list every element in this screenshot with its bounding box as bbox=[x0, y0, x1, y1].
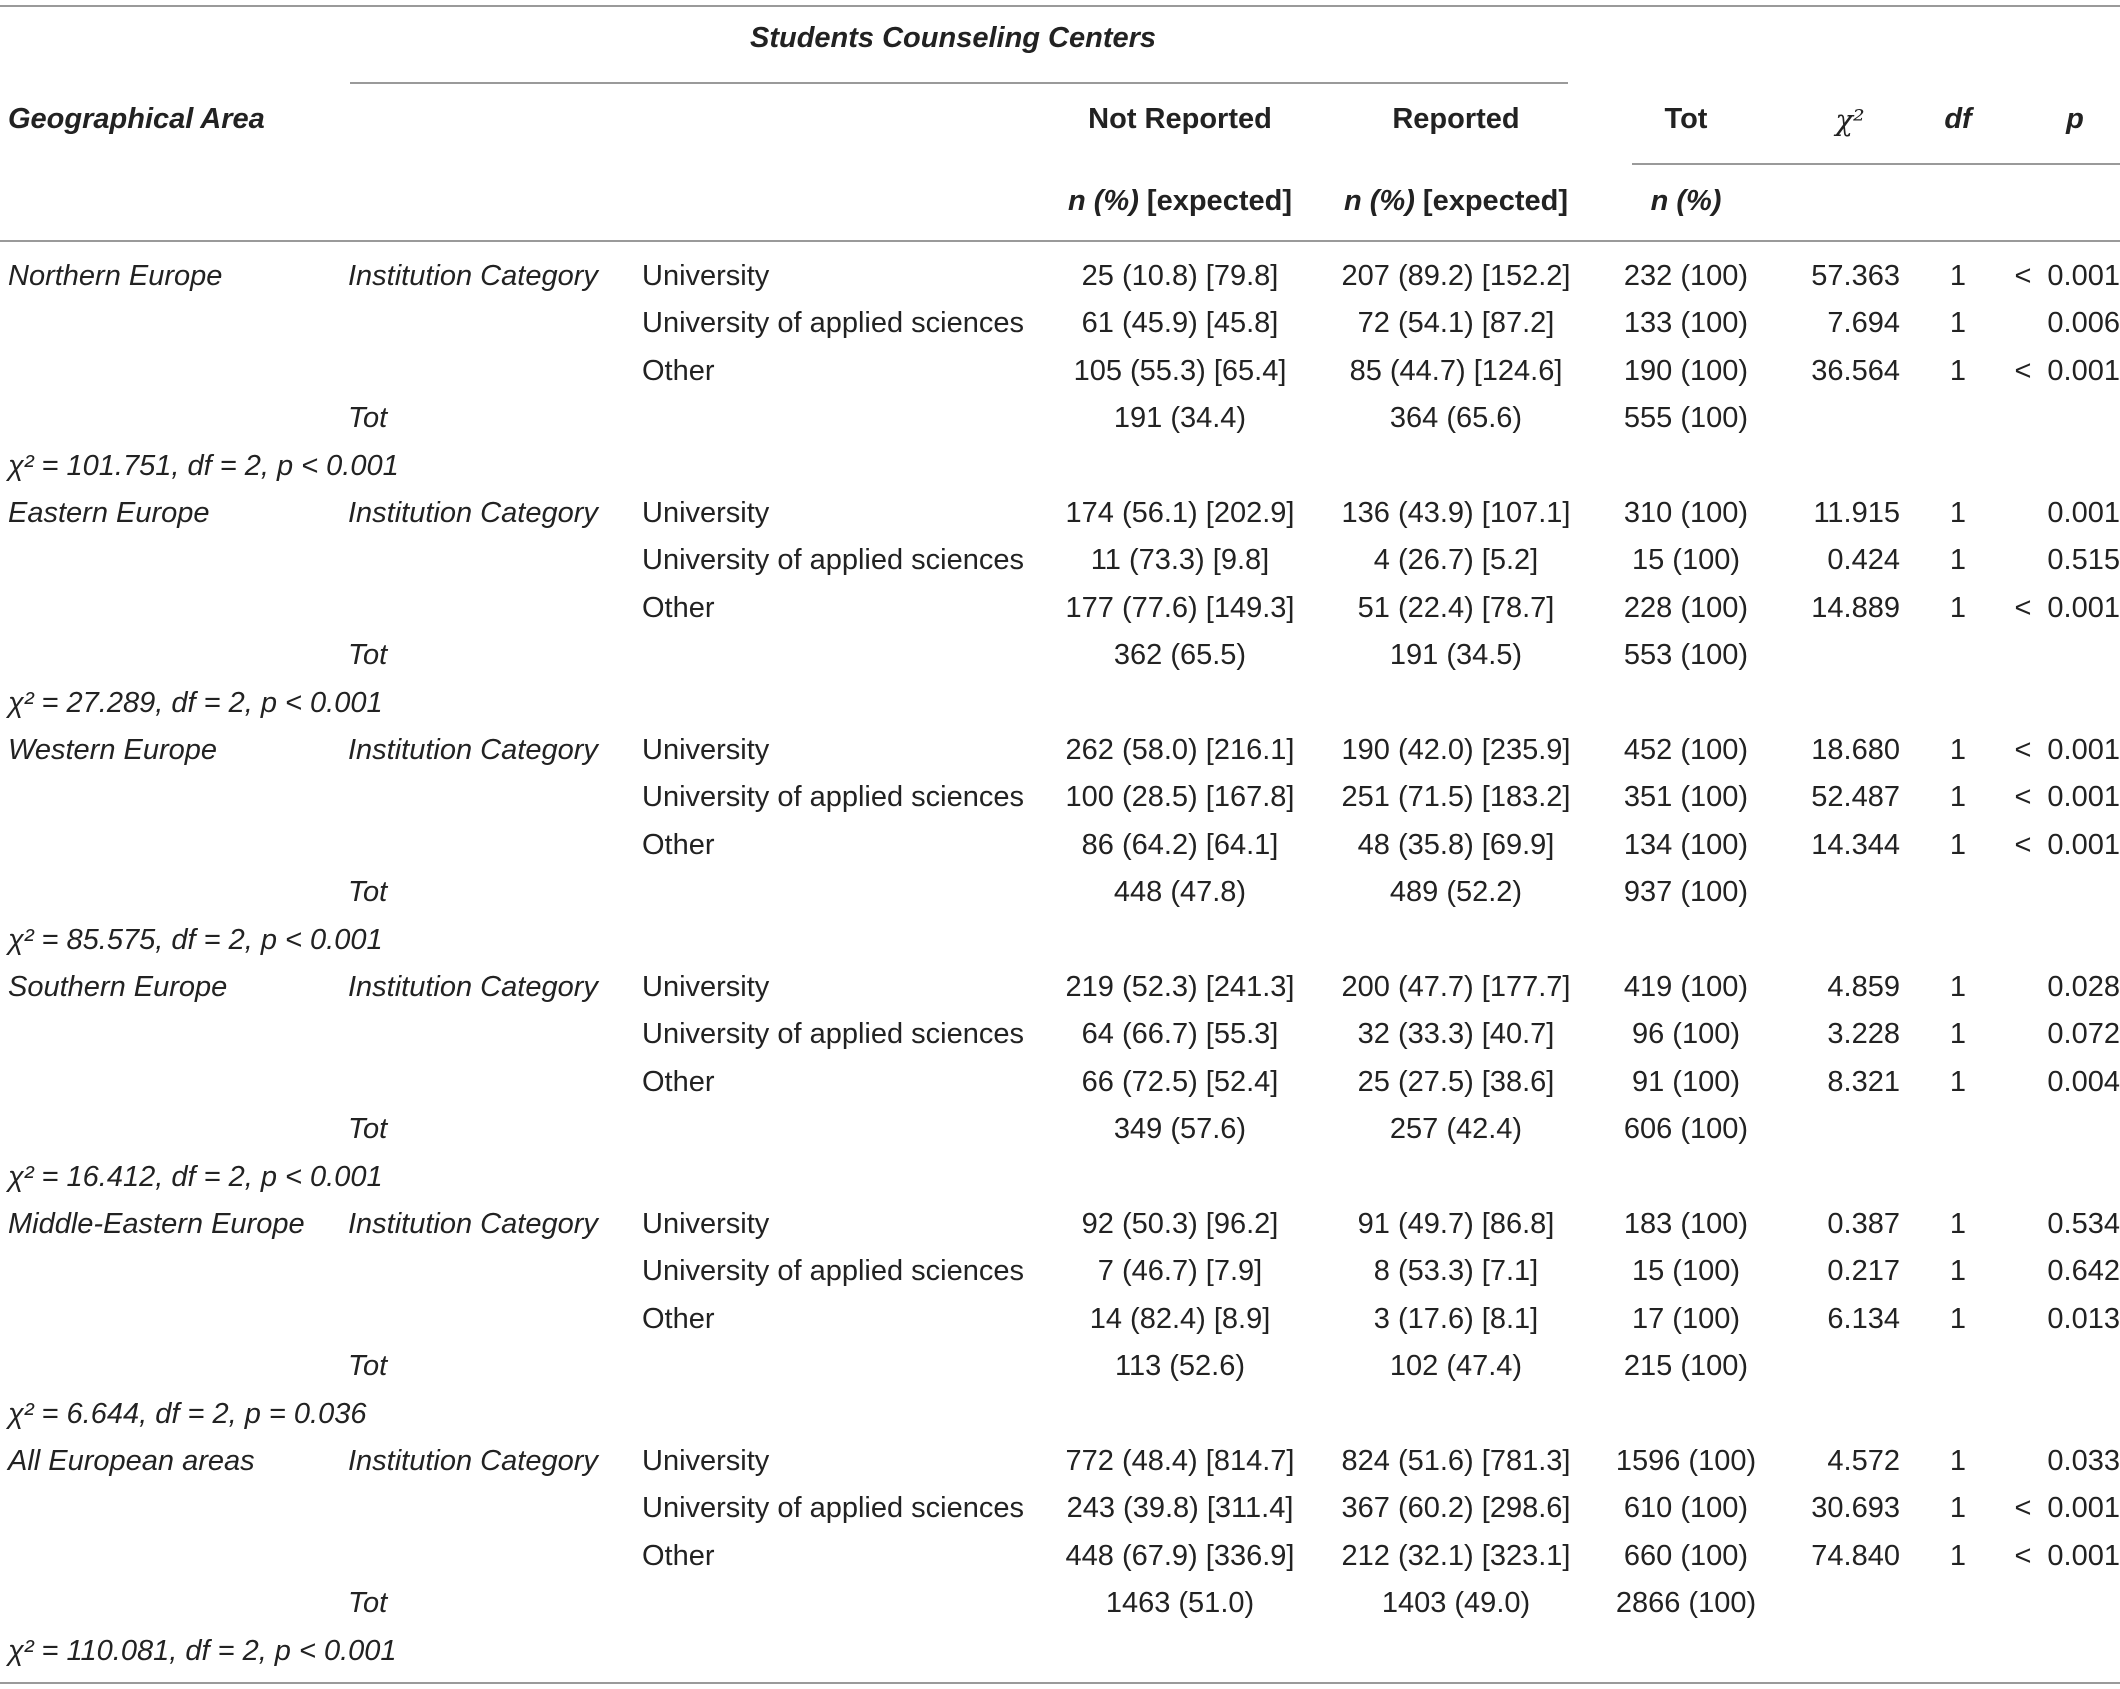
chi-square-summary: χ² = 110.081, df = 2, p < 0.001 bbox=[8, 1635, 397, 1667]
reported-subheader bbox=[1316, 185, 1596, 218]
p-cell bbox=[1990, 588, 2120, 628]
institution-type-cell: Other bbox=[642, 355, 715, 387]
chi2-cell: 52.487 bbox=[1811, 781, 1900, 813]
tot-cell: 228 (100) bbox=[1623, 592, 1749, 624]
category-cell: Institution Category bbox=[348, 497, 598, 529]
reported-cell: 72 (54.1) [87.2] bbox=[1357, 307, 1555, 339]
p-value: 0.001 bbox=[2047, 260, 2120, 292]
tot-label: Tot bbox=[348, 1113, 388, 1145]
tot-label: Tot bbox=[348, 402, 388, 434]
not-reported-cell: 7 (46.7) [7.9] bbox=[1097, 1255, 1263, 1287]
institution-type-cell: University of applied sciences bbox=[642, 1492, 1025, 1524]
geo-area-cell: Northern Europe bbox=[8, 260, 223, 292]
category-cell: Institution Category bbox=[348, 260, 598, 292]
category-cell: Institution Category bbox=[348, 734, 598, 766]
df-cell: 1 bbox=[1949, 1540, 1967, 1572]
reported-cell: 251 (71.5) [183.2] bbox=[1341, 781, 1571, 813]
reported-cell: 85 (44.7) [124.6] bbox=[1349, 355, 1563, 387]
chi-square-summary-row bbox=[0, 1394, 2120, 1441]
tot-row bbox=[0, 872, 2120, 919]
table-row bbox=[0, 351, 2120, 398]
p-value: 0.001 bbox=[2047, 1540, 2120, 1572]
tot-reported-cell: 102 (47.4) bbox=[1389, 1350, 1523, 1382]
table-row bbox=[0, 1299, 2120, 1346]
chi-square-summary-row bbox=[0, 1631, 2120, 1678]
table-row bbox=[0, 588, 2120, 635]
p-header: p bbox=[2066, 103, 2084, 135]
df-cell: 1 bbox=[1949, 1018, 1967, 1050]
df-cell: 1 bbox=[1949, 1492, 1967, 1524]
not-reported-subheader bbox=[1040, 185, 1320, 218]
table-row bbox=[0, 1536, 2120, 1583]
table-row bbox=[0, 1204, 2120, 1251]
chi2-cell: 36.564 bbox=[1811, 355, 1900, 387]
reported-cell: 8 (53.3) [7.1] bbox=[1373, 1255, 1539, 1287]
institution-type-cell: University bbox=[642, 497, 770, 529]
p-value: 0.001 bbox=[2047, 592, 2120, 624]
p-cell bbox=[1990, 493, 2120, 533]
p-cell bbox=[1990, 825, 2120, 865]
category-cell: Institution Category bbox=[348, 1208, 598, 1240]
institution-type-cell: University of applied sciences bbox=[642, 781, 1025, 813]
tot-cell: 351 (100) bbox=[1623, 781, 1749, 813]
chi-square-summary: χ² = 16.412, df = 2, p < 0.001 bbox=[8, 1161, 383, 1193]
df-cell: 1 bbox=[1949, 497, 1967, 529]
institution-type-cell: University of applied sciences bbox=[642, 307, 1025, 339]
p-value: 0.072 bbox=[2047, 1018, 2120, 1050]
not-reported-cell: 262 (58.0) [216.1] bbox=[1065, 734, 1295, 766]
geo-area-header: Geographical Area bbox=[8, 103, 265, 135]
tot-cell: 1596 (100) bbox=[1615, 1445, 1757, 1477]
table-row bbox=[0, 1441, 2120, 1488]
p-cell bbox=[1990, 1062, 2120, 1102]
not-reported-cell: 14 (82.4) [8.9] bbox=[1089, 1303, 1271, 1335]
tot-label: Tot bbox=[348, 1587, 388, 1619]
reported-cell: 51 (22.4) [78.7] bbox=[1357, 592, 1555, 624]
institution-type-cell: Other bbox=[642, 1540, 715, 1572]
tot-cell: 15 (100) bbox=[1631, 544, 1740, 576]
chi2-cell: 0.424 bbox=[1827, 544, 1900, 576]
df-cell: 1 bbox=[1949, 1066, 1967, 1098]
chi2-cell: 6.134 bbox=[1827, 1303, 1900, 1335]
category-cell: Institution Category bbox=[348, 971, 598, 1003]
tot-not-reported-cell: 362 (65.5) bbox=[1113, 639, 1247, 671]
df-cell: 1 bbox=[1949, 734, 1967, 766]
tot-cell: 310 (100) bbox=[1623, 497, 1749, 529]
reported-cell: 207 (89.2) [152.2] bbox=[1341, 260, 1571, 292]
table-row bbox=[0, 256, 2120, 303]
geo-area-cell: All European areas bbox=[8, 1445, 255, 1477]
p-value: 0.001 bbox=[2047, 497, 2120, 529]
chi-square-summary: χ² = 101.751, df = 2, p < 0.001 bbox=[8, 450, 399, 482]
geo-area-cell: Southern Europe bbox=[8, 971, 228, 1003]
df-cell: 1 bbox=[1949, 1303, 1967, 1335]
df-cell: 1 bbox=[1949, 1208, 1967, 1240]
not-reported-subheader-n: n (%) bbox=[1068, 185, 1139, 217]
p-cell bbox=[1990, 351, 2120, 391]
institution-type-cell: University of applied sciences bbox=[642, 1018, 1025, 1050]
tot-label: Tot bbox=[348, 1350, 388, 1382]
p-value: 0.013 bbox=[2047, 1303, 2120, 1335]
tot-row bbox=[0, 398, 2120, 445]
p-cell bbox=[1990, 1014, 2120, 1054]
p-cell bbox=[1990, 730, 2120, 770]
institution-type-cell: Other bbox=[642, 1066, 715, 1098]
header-bottom-rule bbox=[0, 240, 2120, 242]
reported-cell: 4 (26.7) [5.2] bbox=[1373, 544, 1539, 576]
reported-cell: 212 (32.1) [323.1] bbox=[1341, 1540, 1571, 1572]
reported-cell: 3 (17.6) [8.1] bbox=[1373, 1303, 1539, 1335]
institution-type-cell: University of applied sciences bbox=[642, 1255, 1025, 1287]
institution-type-cell: University of applied sciences bbox=[642, 544, 1025, 576]
p-cell bbox=[1990, 303, 2120, 343]
not-reported-cell: 100 (28.5) [167.8] bbox=[1065, 781, 1295, 813]
not-reported-cell: 448 (67.9) [336.9] bbox=[1065, 1540, 1295, 1572]
tot-subheader: n (%) bbox=[1650, 185, 1722, 217]
p-cell bbox=[1990, 256, 2120, 296]
p-value: 0.001 bbox=[2047, 734, 2120, 766]
chi-square-summary-row bbox=[0, 683, 2120, 730]
p-cell bbox=[1990, 1488, 2120, 1528]
institution-type-cell: Other bbox=[642, 1303, 715, 1335]
tot-cell: 452 (100) bbox=[1623, 734, 1749, 766]
p-value: 0.006 bbox=[2047, 307, 2120, 339]
not-reported-cell: 177 (77.6) [149.3] bbox=[1065, 592, 1295, 624]
p-less-than: < bbox=[2014, 1540, 2032, 1572]
df-cell: 1 bbox=[1949, 971, 1967, 1003]
tot-cell: 15 (100) bbox=[1631, 1255, 1740, 1287]
df-cell: 1 bbox=[1949, 307, 1967, 339]
chi2-cell: 18.680 bbox=[1811, 734, 1900, 766]
reported-header: Reported bbox=[1392, 103, 1520, 135]
df-cell: 1 bbox=[1949, 829, 1967, 861]
tot-label: Tot bbox=[348, 876, 388, 908]
not-reported-cell: 105 (55.3) [65.4] bbox=[1073, 355, 1287, 387]
not-reported-cell: 219 (52.3) [241.3] bbox=[1065, 971, 1295, 1003]
p-cell bbox=[1990, 1299, 2120, 1339]
tot-row bbox=[0, 1109, 2120, 1156]
p-cell bbox=[1990, 1536, 2120, 1576]
p-value: 0.001 bbox=[2047, 829, 2120, 861]
df-cell: 1 bbox=[1949, 260, 1967, 292]
table-row bbox=[0, 1488, 2120, 1535]
tot-reported-cell: 191 (34.5) bbox=[1389, 639, 1523, 671]
institution-type-cell: University bbox=[642, 734, 770, 766]
tot-tot-cell: 606 (100) bbox=[1623, 1113, 1749, 1145]
table-row bbox=[0, 493, 2120, 540]
tot-tot-cell: 553 (100) bbox=[1623, 639, 1749, 671]
institution-type-cell: University bbox=[642, 260, 770, 292]
not-reported-cell: 64 (66.7) [55.3] bbox=[1081, 1018, 1279, 1050]
tot-cell: 232 (100) bbox=[1623, 260, 1749, 292]
p-value: 0.534 bbox=[2047, 1208, 2120, 1240]
p-value: 0.515 bbox=[2047, 544, 2120, 576]
p-value: 0.001 bbox=[2047, 355, 2120, 387]
institution-type-cell: Other bbox=[642, 592, 715, 624]
geo-area-cell: Eastern Europe bbox=[8, 497, 210, 529]
not-reported-subheader-expected: [expected] bbox=[1138, 185, 1292, 217]
chi-square-summary-row bbox=[0, 1157, 2120, 1204]
table-row bbox=[0, 730, 2120, 777]
reported-cell: 367 (60.2) [298.6] bbox=[1341, 1492, 1571, 1524]
p-less-than: < bbox=[2014, 829, 2032, 861]
group-span-rule bbox=[350, 82, 1568, 84]
p-less-than: < bbox=[2014, 1492, 2032, 1524]
p-less-than: < bbox=[2014, 781, 2032, 813]
p-cell bbox=[1990, 777, 2120, 817]
chi-square-summary-row bbox=[0, 446, 2120, 493]
table-row bbox=[0, 1062, 2120, 1109]
reported-subheader-expected: [expected] bbox=[1414, 185, 1568, 217]
table-row bbox=[0, 1014, 2120, 1061]
p-cell bbox=[1990, 967, 2120, 1007]
top-rule bbox=[0, 5, 2120, 7]
chi2-cell: 7.694 bbox=[1827, 307, 1900, 339]
reported-cell: 48 (35.8) [69.9] bbox=[1357, 829, 1555, 861]
chi-square-summary: χ² = 6.644, df = 2, p = 0.036 bbox=[8, 1398, 367, 1430]
tot-row bbox=[0, 635, 2120, 682]
tot-label: Tot bbox=[348, 639, 388, 671]
tot-not-reported-cell: 349 (57.6) bbox=[1113, 1113, 1247, 1145]
chi2-cell: 30.693 bbox=[1811, 1492, 1900, 1524]
chi-square-summary: χ² = 85.575, df = 2, p < 0.001 bbox=[8, 924, 383, 956]
not-reported-cell: 86 (64.2) [64.1] bbox=[1081, 829, 1279, 861]
tot-tot-cell: 937 (100) bbox=[1623, 876, 1749, 908]
tot-reported-cell: 1403 (49.0) bbox=[1381, 1587, 1531, 1619]
reported-cell: 25 (27.5) [38.6] bbox=[1357, 1066, 1555, 1098]
chi2-cell: 0.387 bbox=[1827, 1208, 1900, 1240]
group-title: Students Counseling Centers bbox=[750, 22, 1157, 54]
tot-cell: 660 (100) bbox=[1623, 1540, 1749, 1572]
tot-not-reported-cell: 113 (52.6) bbox=[1114, 1350, 1246, 1382]
chi2-cell: 57.363 bbox=[1811, 260, 1900, 292]
institution-type-cell: University bbox=[642, 1445, 770, 1477]
tot-row bbox=[0, 1346, 2120, 1393]
institution-type-cell: University bbox=[642, 971, 770, 1003]
not-reported-cell: 243 (39.8) [311.4] bbox=[1066, 1492, 1294, 1524]
p-less-than: < bbox=[2014, 734, 2032, 766]
p-cell bbox=[1990, 540, 2120, 580]
tot-not-reported-cell: 1463 (51.0) bbox=[1105, 1587, 1255, 1619]
df-cell: 1 bbox=[1949, 592, 1967, 624]
table-row bbox=[0, 303, 2120, 350]
reported-subheader-n: n (%) bbox=[1344, 185, 1415, 217]
tot-cell: 96 (100) bbox=[1631, 1018, 1740, 1050]
tot-cell: 91 (100) bbox=[1631, 1066, 1740, 1098]
table-row bbox=[0, 967, 2120, 1014]
tot-cell: 190 (100) bbox=[1623, 355, 1749, 387]
table-row bbox=[0, 1251, 2120, 1298]
tot-not-reported-cell: 448 (47.8) bbox=[1113, 876, 1247, 908]
not-reported-header: Not Reported bbox=[1088, 103, 1272, 135]
p-cell bbox=[1990, 1441, 2120, 1481]
p-cell bbox=[1990, 1251, 2120, 1291]
p-value: 0.642 bbox=[2047, 1255, 2120, 1287]
p-value: 0.004 bbox=[2047, 1066, 2120, 1098]
tot-tot-cell: 215 (100) bbox=[1623, 1350, 1749, 1382]
tot-reported-cell: 364 (65.6) bbox=[1389, 402, 1523, 434]
reported-cell: 824 (51.6) [781.3] bbox=[1341, 1445, 1571, 1477]
p-less-than: < bbox=[2014, 260, 2032, 292]
tot-cell: 17 (100) bbox=[1631, 1303, 1740, 1335]
not-reported-cell: 772 (48.4) [814.7] bbox=[1065, 1445, 1295, 1477]
tot-reported-cell: 257 (42.4) bbox=[1389, 1113, 1523, 1145]
tot-row bbox=[0, 1583, 2120, 1630]
reported-cell: 91 (49.7) [86.8] bbox=[1357, 1208, 1555, 1240]
df-cell: 1 bbox=[1949, 1445, 1967, 1477]
not-reported-cell: 11 (73.3) [9.8] bbox=[1090, 544, 1270, 576]
not-reported-cell: 61 (45.9) [45.8] bbox=[1081, 307, 1279, 339]
tot-cell: 133 (100) bbox=[1623, 307, 1749, 339]
p-cell bbox=[1990, 1204, 2120, 1244]
df-cell: 1 bbox=[1949, 1255, 1967, 1287]
geo-area-cell: Western Europe bbox=[8, 734, 218, 766]
tot-tot-cell: 2866 (100) bbox=[1615, 1587, 1757, 1619]
chi2-cell: 4.572 bbox=[1827, 1445, 1900, 1477]
bottom-rule bbox=[0, 1682, 2120, 1684]
tot-cell: 183 (100) bbox=[1623, 1208, 1749, 1240]
reported-cell: 200 (47.7) [177.7] bbox=[1341, 971, 1571, 1003]
chi2-cell: 8.321 bbox=[1827, 1066, 1900, 1098]
tot-cell: 134 (100) bbox=[1623, 829, 1749, 861]
p-value: 0.001 bbox=[2047, 1492, 2120, 1524]
institution-type-cell: University bbox=[642, 1208, 770, 1240]
df-header: df bbox=[1944, 103, 1972, 135]
category-cell: Institution Category bbox=[348, 1445, 598, 1477]
df-cell: 1 bbox=[1949, 781, 1967, 813]
not-reported-cell: 92 (50.3) [96.2] bbox=[1081, 1208, 1279, 1240]
chi2-cell: 14.889 bbox=[1811, 592, 1900, 624]
reported-cell: 136 (43.9) [107.1] bbox=[1341, 497, 1571, 529]
p-less-than: < bbox=[2014, 355, 2032, 387]
chi-square-summary-row bbox=[0, 920, 2120, 967]
not-reported-cell: 66 (72.5) [52.4] bbox=[1081, 1066, 1279, 1098]
reported-cell: 32 (33.3) [40.7] bbox=[1357, 1018, 1555, 1050]
table-row bbox=[0, 777, 2120, 824]
df-cell: 1 bbox=[1949, 544, 1967, 576]
tot-cell: 419 (100) bbox=[1623, 971, 1749, 1003]
tot-tot-cell: 555 (100) bbox=[1623, 402, 1749, 434]
chi2-header: χ² bbox=[1835, 103, 1865, 137]
chi2-cell: 14.344 bbox=[1811, 829, 1900, 861]
not-reported-cell: 25 (10.8) [79.8] bbox=[1081, 260, 1279, 292]
not-reported-cell: 174 (56.1) [202.9] bbox=[1065, 497, 1295, 529]
chi2-cell: 74.840 bbox=[1811, 1540, 1900, 1572]
tot-not-reported-cell: 191 (34.4) bbox=[1113, 402, 1247, 434]
tot-cell: 610 (100) bbox=[1623, 1492, 1749, 1524]
chi2-cell: 4.859 bbox=[1827, 971, 1900, 1003]
table-row bbox=[0, 540, 2120, 587]
p-value: 0.028 bbox=[2047, 971, 2120, 1003]
tot-header: Tot bbox=[1664, 103, 1708, 135]
table-row bbox=[0, 825, 2120, 872]
chi2-cell: 3.228 bbox=[1827, 1018, 1900, 1050]
reported-cell: 190 (42.0) [235.9] bbox=[1341, 734, 1571, 766]
p-value: 0.001 bbox=[2047, 781, 2120, 813]
chi2-cell: 11.915 bbox=[1813, 497, 1900, 529]
institution-type-cell: Other bbox=[642, 829, 715, 861]
p-less-than: < bbox=[2014, 592, 2032, 624]
tot-reported-cell: 489 (52.2) bbox=[1389, 876, 1523, 908]
geo-area-cell: Middle-Eastern Europe bbox=[8, 1208, 305, 1240]
stats-span-rule bbox=[1632, 163, 2120, 165]
chi2-cell: 0.217 bbox=[1827, 1255, 1900, 1287]
chi-square-summary: χ² = 27.289, df = 2, p < 0.001 bbox=[8, 687, 383, 719]
df-cell: 1 bbox=[1949, 355, 1967, 387]
p-value: 0.033 bbox=[2047, 1445, 2120, 1477]
